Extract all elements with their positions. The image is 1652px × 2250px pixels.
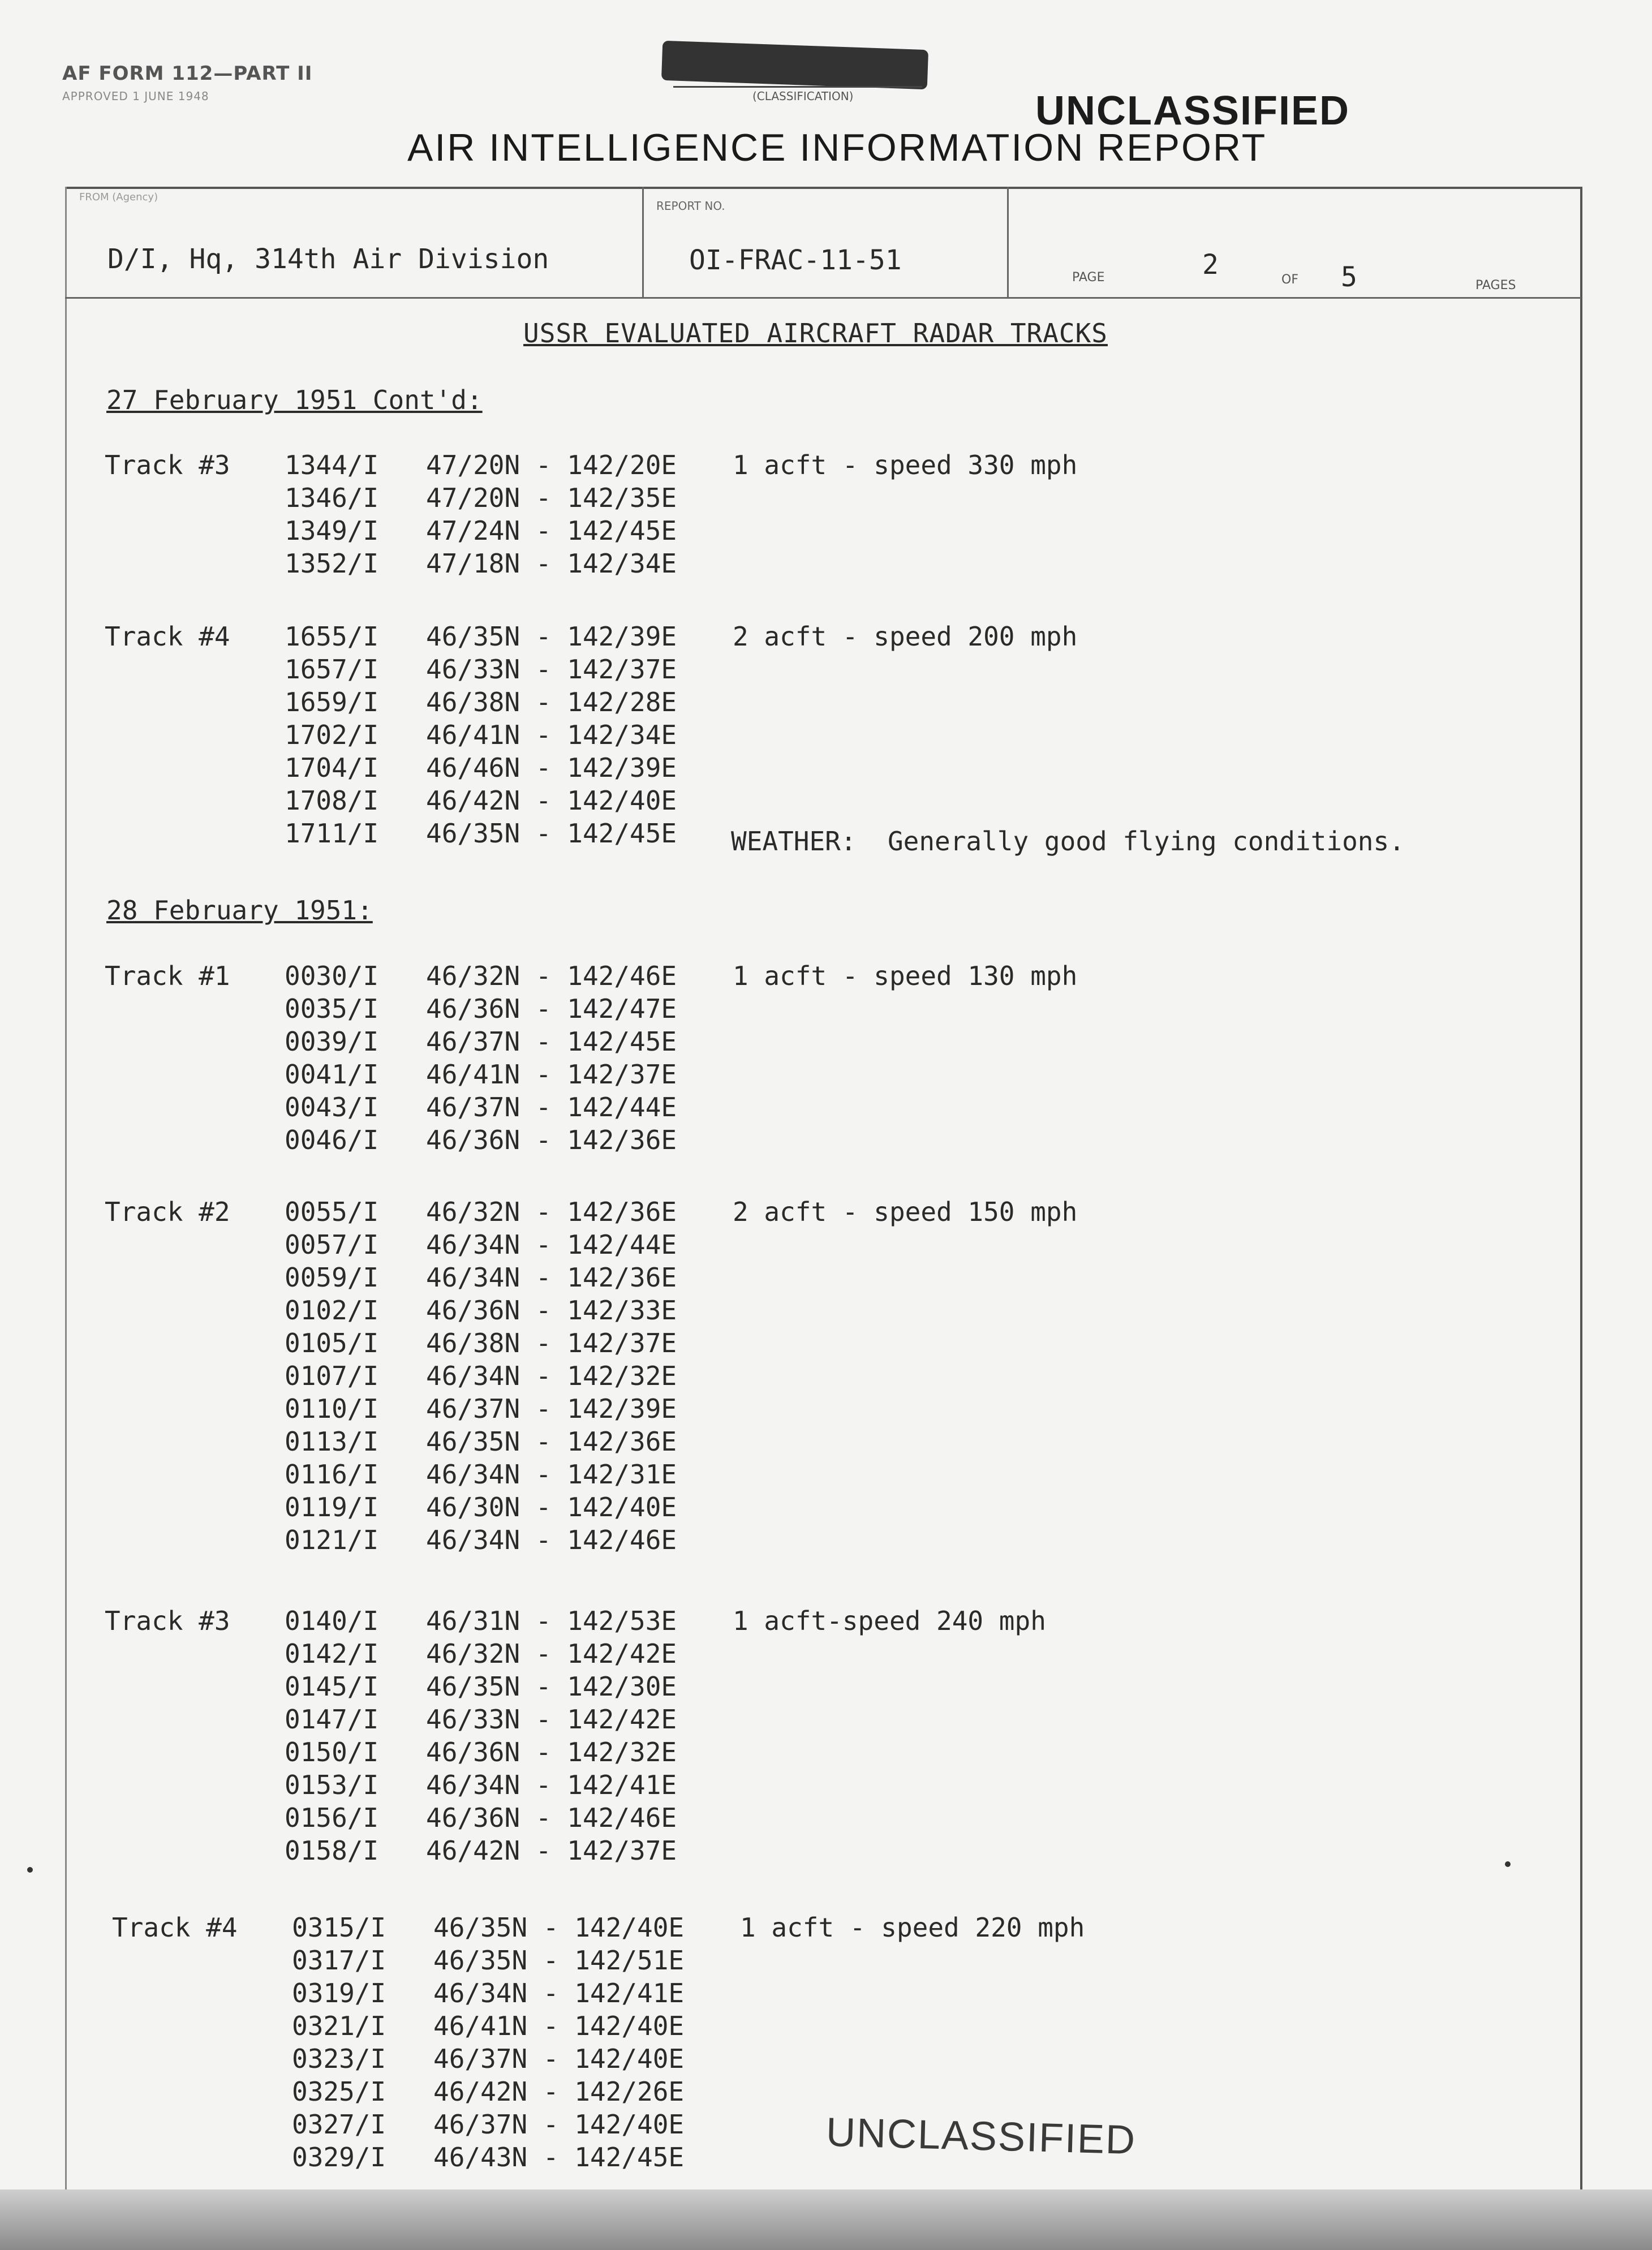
time-cell: 1655/I (285, 621, 379, 652)
time-cell: 0156/I (285, 1802, 379, 1833)
time-cell: 1657/I (285, 654, 379, 685)
position-cell: 46/35N - 142/45E (426, 818, 677, 849)
time-cell: 0323/I (292, 2044, 386, 2074)
position-cell: 46/34N - 142/36E (426, 1262, 677, 1293)
track-note: 2 acft - speed 150 mph (733, 1197, 1078, 1227)
track-label: Track #4 (112, 1912, 238, 1943)
position-cell: 46/35N - 142/51E (433, 1945, 685, 1976)
position-cell: 46/34N - 142/41E (426, 1770, 677, 1800)
position-cell: 46/42N - 142/37E (426, 1835, 677, 1866)
position-cell: 46/37N - 142/40E (433, 2109, 685, 2140)
section-date: 28 February 1951: (106, 895, 373, 926)
position-cell: 47/24N - 142/45E (426, 515, 677, 546)
time-cell: 0043/I (285, 1092, 379, 1122)
redacted-classification-stamp (661, 41, 928, 89)
time-cell: 0140/I (285, 1606, 379, 1636)
classification-caption: (CLASSIFICATION) (752, 89, 854, 103)
track-label: Track #2 (105, 1197, 230, 1227)
position-cell: 46/43N - 142/45E (433, 2142, 685, 2172)
position-cell: 46/36N - 142/47E (426, 993, 677, 1024)
form-field-divider (1007, 187, 1009, 297)
page-caption: PAGE (1072, 270, 1105, 285)
scan-speck (1505, 1861, 1511, 1867)
time-cell: 0110/I (285, 1393, 379, 1424)
time-cell: 0102/I (285, 1295, 379, 1326)
report-title: AIR INTELLIGENCE INFORMATION REPORT (407, 126, 1267, 169)
section-date: 27 February 1951 Cont'd: (106, 385, 483, 415)
form-border-right (1580, 187, 1582, 2201)
position-cell: 46/37N - 142/39E (426, 1393, 677, 1424)
position-cell: 46/36N - 142/33E (426, 1295, 677, 1326)
time-cell: 1344/I (285, 450, 379, 480)
track-label: Track #3 (105, 450, 230, 480)
time-cell: 0319/I (292, 1978, 386, 2008)
time-cell: 1352/I (285, 548, 379, 579)
track-label: Track #1 (105, 961, 230, 991)
time-cell: 0121/I (285, 1525, 379, 1555)
time-cell: 0107/I (285, 1361, 379, 1391)
form-border-top (65, 187, 1581, 189)
form-border-left (65, 187, 67, 2201)
time-cell: 0321/I (292, 2011, 386, 2041)
position-cell: 46/37N - 142/44E (426, 1092, 677, 1122)
report-number: OI-FRAC-11-51 (689, 244, 902, 276)
position-cell: 46/42N - 142/40E (426, 785, 677, 816)
position-cell: 46/41N - 142/40E (433, 2011, 685, 2041)
position-cell: 46/36N - 142/36E (426, 1125, 677, 1155)
scan-edge-shadow (0, 2189, 1652, 2250)
scan-speck (27, 1867, 33, 1873)
time-cell: 0030/I (285, 961, 379, 991)
position-cell: 47/20N - 142/35E (426, 483, 677, 513)
position-cell: 46/31N - 142/53E (426, 1606, 677, 1636)
track-note: 1 acft - speed 330 mph (733, 450, 1078, 480)
time-cell: 0142/I (285, 1638, 379, 1669)
track-note: 1 acft - speed 130 mph (733, 961, 1078, 991)
classification-top: UNCLASSIFIED (1035, 88, 1350, 134)
track-label: Track #4 (105, 621, 230, 652)
position-cell: 46/32N - 142/42E (426, 1638, 677, 1669)
form-header-divider (65, 297, 1581, 299)
position-cell: 46/41N - 142/34E (426, 720, 677, 750)
time-cell: 0113/I (285, 1426, 379, 1457)
time-cell: 1659/I (285, 687, 379, 717)
position-cell: 46/33N - 142/42E (426, 1704, 677, 1735)
position-cell: 46/32N - 142/36E (426, 1197, 677, 1227)
time-cell: 0116/I (285, 1459, 379, 1490)
time-cell: 0055/I (285, 1197, 379, 1227)
time-cell: 0327/I (292, 2109, 386, 2140)
position-cell: 46/35N - 142/39E (426, 621, 677, 652)
position-cell: 46/32N - 142/46E (426, 961, 677, 991)
time-cell: 0057/I (285, 1229, 379, 1260)
document-subtitle: USSR EVALUATED AIRCRAFT RADAR TRACKS (523, 318, 1108, 349)
page-number: 2 (1202, 249, 1219, 281)
position-cell: 46/37N - 142/40E (433, 2044, 685, 2074)
position-cell: 46/38N - 142/37E (426, 1328, 677, 1358)
position-cell: 46/41N - 142/37E (426, 1059, 677, 1090)
time-cell: 0041/I (285, 1059, 379, 1090)
position-cell: 46/37N - 142/45E (426, 1026, 677, 1057)
time-cell: 1711/I (285, 818, 379, 849)
position-cell: 46/38N - 142/28E (426, 687, 677, 717)
weather-note: WEATHER: Generally good flying conditions. (731, 826, 1405, 857)
position-cell: 46/34N - 142/41E (433, 1978, 685, 2008)
position-cell: 47/20N - 142/20E (426, 450, 677, 480)
time-cell: 0153/I (285, 1770, 379, 1800)
position-cell: 46/35N - 142/30E (426, 1671, 677, 1702)
time-cell: 1346/I (285, 483, 379, 513)
time-cell: 0035/I (285, 993, 379, 1024)
classification-underline (673, 86, 922, 88)
time-cell: 0147/I (285, 1704, 379, 1735)
of-caption: OF (1281, 273, 1298, 287)
position-cell: 46/34N - 142/44E (426, 1229, 677, 1260)
track-label: Track #3 (105, 1606, 230, 1636)
time-cell: 1702/I (285, 720, 379, 750)
time-cell: 0315/I (292, 1912, 386, 1943)
time-cell: 0145/I (285, 1671, 379, 1702)
time-cell: 1349/I (285, 515, 379, 546)
position-cell: 46/30N - 142/40E (426, 1492, 677, 1522)
pages-caption: PAGES (1475, 278, 1516, 292)
form-id: AF FORM 112—PART II (62, 62, 313, 85)
position-cell: 46/34N - 142/32E (426, 1361, 677, 1391)
track-note: 2 acft - speed 200 mph (733, 621, 1078, 652)
page-total: 5 (1341, 261, 1357, 293)
time-cell: 0039/I (285, 1026, 379, 1057)
track-note: 1 acft-speed 240 mph (733, 1606, 1046, 1636)
position-cell: 47/18N - 142/34E (426, 548, 677, 579)
time-cell: 0317/I (292, 1945, 386, 1976)
report-no-caption: REPORT NO. (656, 199, 725, 213)
position-cell: 46/35N - 142/36E (426, 1426, 677, 1457)
time-cell: 1708/I (285, 785, 379, 816)
time-cell: 0325/I (292, 2076, 386, 2107)
position-cell: 46/46N - 142/39E (426, 752, 677, 783)
position-cell: 46/34N - 142/46E (426, 1525, 677, 1555)
form-field-divider (642, 187, 644, 297)
position-cell: 46/34N - 142/31E (426, 1459, 677, 1490)
position-cell: 46/36N - 142/46E (426, 1802, 677, 1833)
from-caption: FROM (Agency) (79, 191, 158, 203)
time-cell: 0158/I (285, 1835, 379, 1866)
position-cell: 46/33N - 142/37E (426, 654, 677, 685)
time-cell: 0119/I (285, 1492, 379, 1522)
time-cell: 0046/I (285, 1125, 379, 1155)
time-cell: 1704/I (285, 752, 379, 783)
classification-bottom: UNCLASSIFIED (825, 2109, 1137, 2163)
track-note: 1 acft - speed 220 mph (740, 1912, 1085, 1943)
time-cell: 0150/I (285, 1737, 379, 1767)
position-cell: 46/36N - 142/32E (426, 1737, 677, 1767)
time-cell: 0329/I (292, 2142, 386, 2172)
from-agency: D/I, Hq, 314th Air Division (107, 243, 549, 275)
position-cell: 46/42N - 142/26E (433, 2076, 685, 2107)
position-cell: 46/35N - 142/40E (433, 1912, 685, 1943)
form-approval-date: APPROVED 1 JUNE 1948 (62, 89, 209, 103)
time-cell: 0105/I (285, 1328, 379, 1358)
time-cell: 0059/I (285, 1262, 379, 1293)
